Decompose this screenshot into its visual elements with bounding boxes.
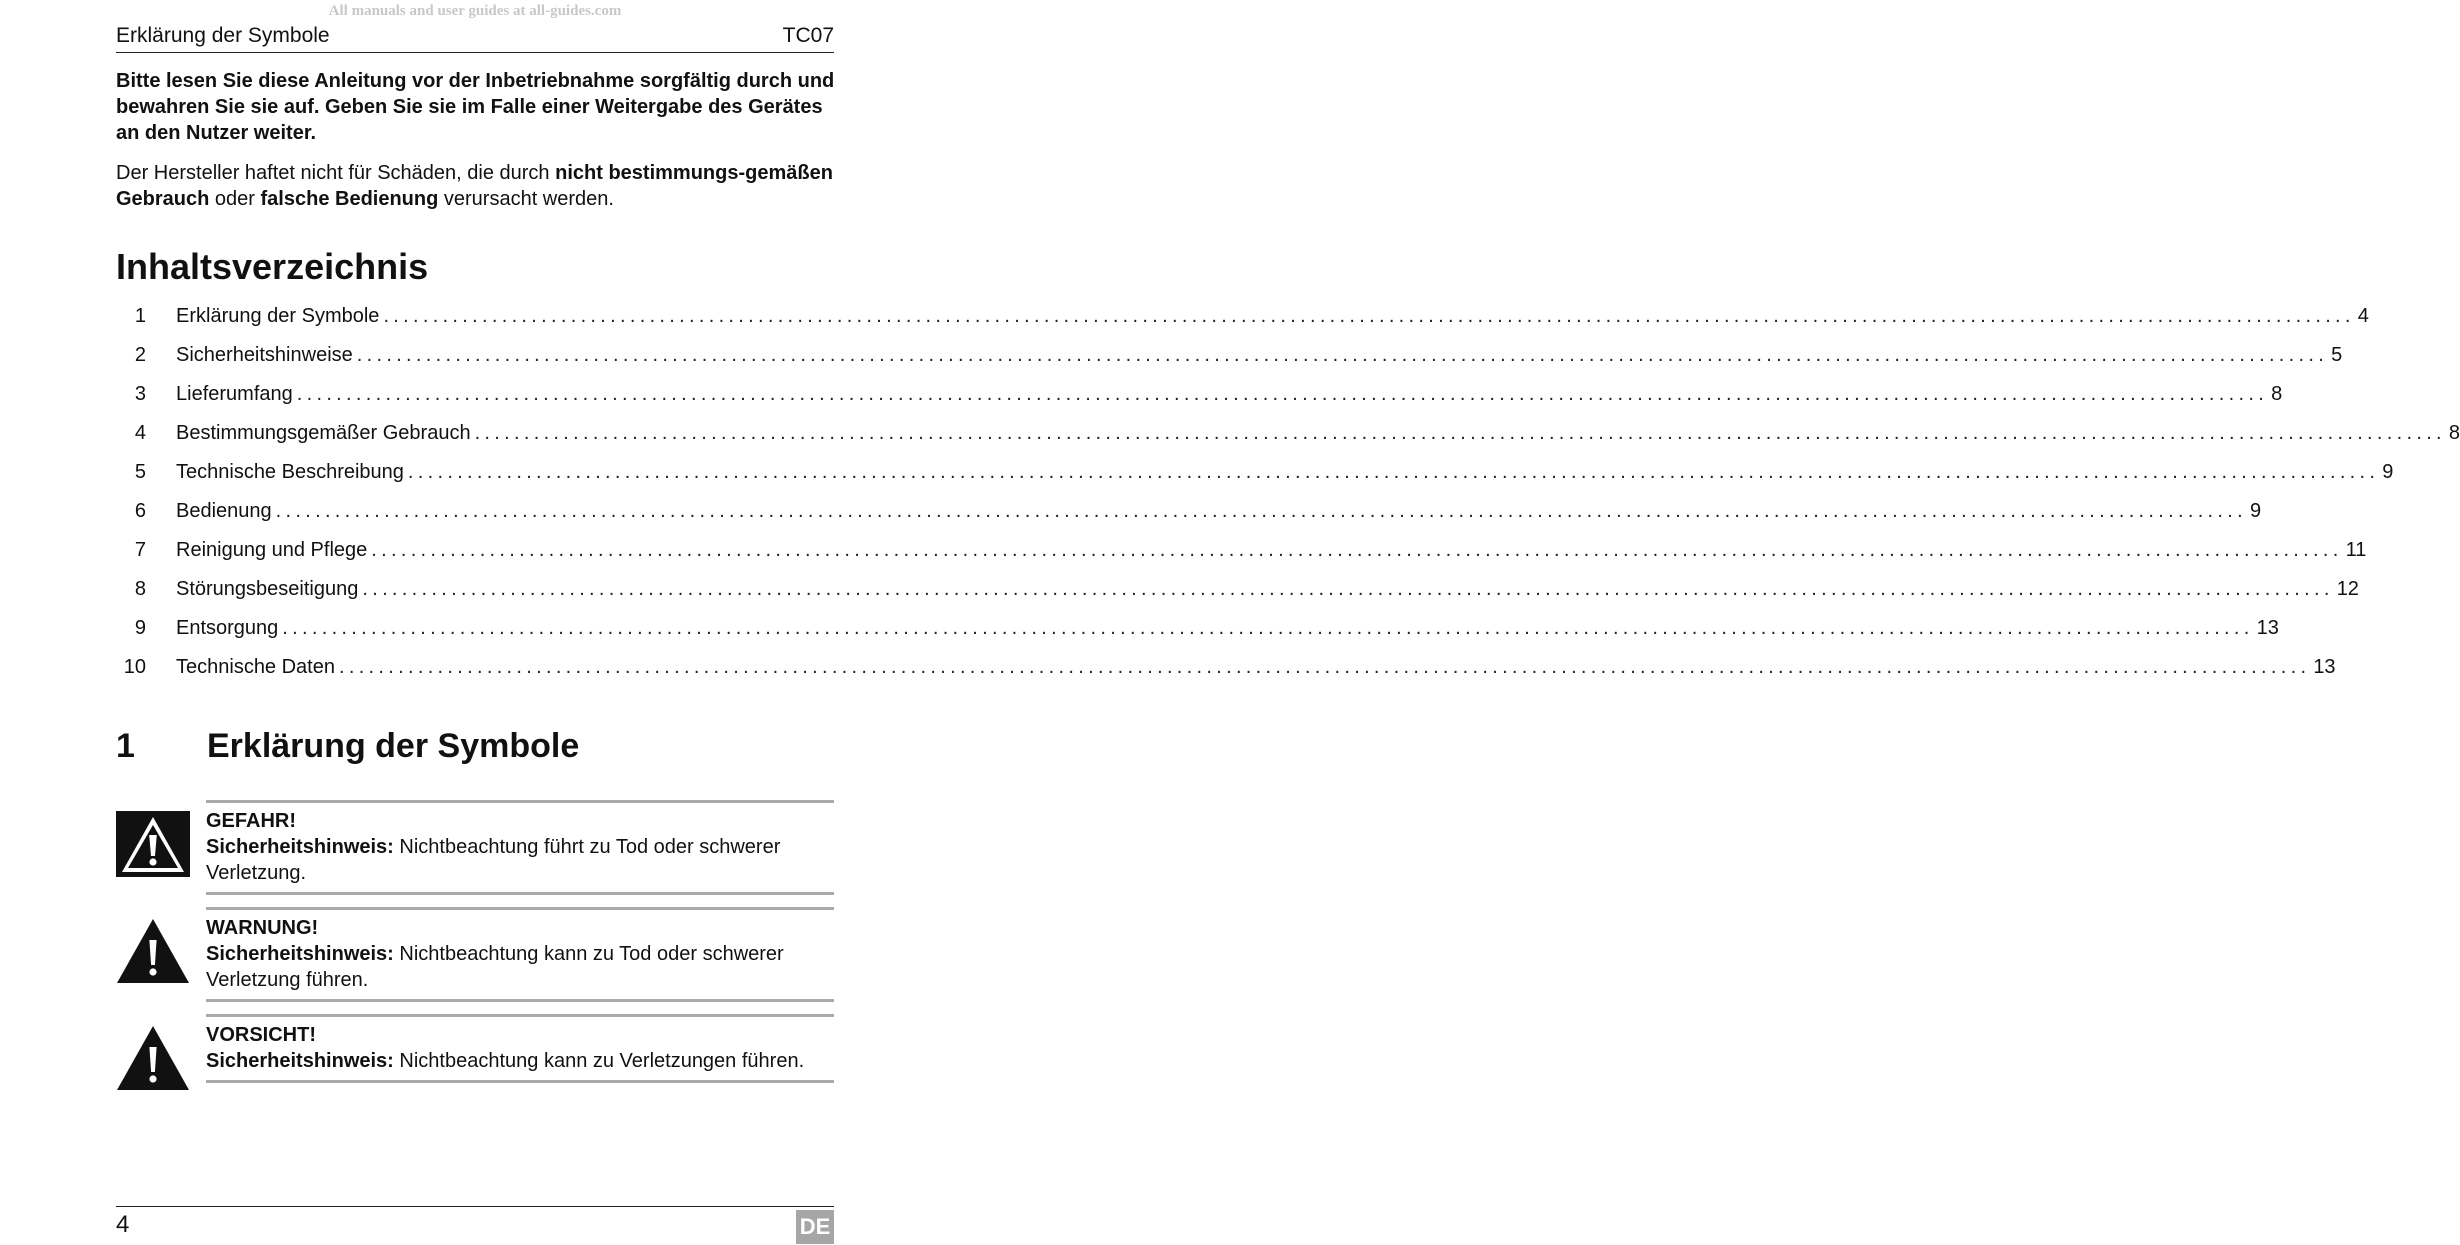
toc-label: Sicherheitshinweise xyxy=(176,344,353,366)
toc-entry[interactable] xyxy=(116,612,2279,651)
toc-entry[interactable] xyxy=(116,339,2343,378)
intro-text: Bitte lesen Sie diese Anleitung vor der Inbetriebnahme sorgfältig durch und bewahren Sie sie auf. Geben Sie sie im Falle einer Weitergabe des Gerätes an den Nutzer weiter. xyxy=(116,70,835,144)
toc-number: 1 xyxy=(134,305,146,327)
table-of-contents xyxy=(116,300,2460,690)
header-model: TC07 xyxy=(782,24,834,47)
toc-number: 7 xyxy=(134,539,146,561)
warning-triangle-icon xyxy=(116,918,190,984)
toc-page: 4 xyxy=(2357,305,2369,327)
toc-entry[interactable] xyxy=(116,534,2367,573)
toc-number: 9 xyxy=(134,617,146,639)
notice-box xyxy=(206,800,834,895)
toc-leader-dots: ........................................................................................................................................................................................................ xyxy=(356,344,2329,366)
toc-page: 13 xyxy=(2256,617,2279,639)
toc-number: 6 xyxy=(134,500,146,522)
notice-level: GEFAHR! xyxy=(206,810,296,832)
toc-entry[interactable] xyxy=(116,573,2359,612)
toc-entry[interactable] xyxy=(116,300,2369,339)
toc-number: 10 xyxy=(123,656,146,678)
page-footer xyxy=(116,1206,834,1245)
toc-page: 8 xyxy=(2448,422,2460,444)
page-header xyxy=(116,24,834,53)
toc-label: Technische Daten xyxy=(176,656,335,678)
toc-page: 9 xyxy=(2249,500,2262,522)
notice-danger xyxy=(116,800,834,896)
section-heading xyxy=(116,722,834,770)
page-number: 4 xyxy=(116,1211,130,1238)
toc-leader-dots: ........................................................................................................................................................................................................ xyxy=(362,578,2334,600)
disclaimer-bold: falsche Bedienung xyxy=(260,188,439,210)
toc-entry[interactable] xyxy=(116,456,2394,495)
toc-label: Entsorgung xyxy=(176,617,279,639)
toc-page: 8 xyxy=(2271,383,2283,405)
section-number: 1 xyxy=(116,727,135,765)
notice-text: Nichtbeachtung kann zu Verletzungen führen. xyxy=(393,1050,805,1072)
notice-lead: Sicherheitshinweis: xyxy=(206,943,394,965)
toc-number: 8 xyxy=(134,578,146,600)
disclaimer-part: oder xyxy=(209,188,261,210)
toc-leader-dots: ........................................................................................................................................................................................................ xyxy=(275,500,2247,522)
toc-leader-dots: ........................................................................................................................................................................................................ xyxy=(282,617,2254,639)
toc-label: Bestimmungsgemäßer Gebrauch xyxy=(176,422,471,444)
disclaimer-text xyxy=(116,160,846,212)
toc-label: Bedienung xyxy=(176,500,272,522)
toc-number: 3 xyxy=(134,383,146,405)
notice-level: VORSICHT! xyxy=(206,1024,316,1046)
toc-page: 13 xyxy=(2313,656,2336,678)
danger-warning-icon xyxy=(116,811,190,877)
notice-level: WARNUNG! xyxy=(206,917,319,939)
notice-caution xyxy=(116,1014,834,1110)
toc-entry[interactable] xyxy=(116,651,2336,690)
toc-label: Störungsbeseitigung xyxy=(176,578,359,600)
notice-lead: Sicherheitshinweis: xyxy=(206,836,394,858)
toc-leader-dots: ........................................................................................................................................................................................................ xyxy=(371,539,2343,561)
section-title: Erklärung der Symbole xyxy=(207,727,580,765)
notice-box xyxy=(206,1014,834,1083)
toc-number: 4 xyxy=(134,422,146,444)
toc-leader-dots: ........................................................................................................................................................................................................ xyxy=(383,305,2355,327)
disclaimer-part: Der Hersteller haftet nicht für Schäden, die durch xyxy=(116,162,556,184)
notice-lead: Sicherheitshinweis: xyxy=(206,1050,394,1072)
notice-text: Nichtbeachtung kann zu Tod oder schwerer Verletzung führen. xyxy=(206,943,784,991)
notice-warning xyxy=(116,907,834,1003)
toc-label: Technische Beschreibung xyxy=(176,461,404,483)
toc-page: 12 xyxy=(2336,578,2359,600)
toc-entry[interactable] xyxy=(116,417,2460,456)
toc-entry[interactable] xyxy=(116,495,2262,534)
notice-text: Nichtbeachtung führt zu Tod oder schwerer Verletzung. xyxy=(206,836,781,884)
toc-leader-dots: ........................................................................................................................................................................................................ xyxy=(338,656,2311,678)
toc-label: Reinigung und Pflege xyxy=(176,539,368,561)
notice-box xyxy=(206,907,834,1002)
toc-label: Erklärung der Symbole xyxy=(176,305,380,327)
caution-triangle-icon xyxy=(116,1025,190,1091)
toc-page: 11 xyxy=(2345,539,2367,561)
language-badge: DE xyxy=(796,1210,834,1244)
toc-page: 5 xyxy=(2331,344,2343,366)
toc-leader-dots: ........................................................................................................................................................................................................ xyxy=(296,383,2269,405)
watermark: All manuals and user guides at all-guides.com xyxy=(328,3,622,19)
toc-number: 5 xyxy=(134,461,146,483)
toc-page: 9 xyxy=(2382,461,2394,483)
header-section-title: Erklärung der Symbole xyxy=(116,24,330,47)
toc-label: Lieferumfang xyxy=(176,383,293,405)
toc-number: 2 xyxy=(134,344,146,366)
toc-leader-dots: ........................................................................................................................................................................................................ xyxy=(474,422,2446,444)
toc-leader-dots: ........................................................................................................................................................................................................ xyxy=(407,461,2380,483)
toc-title: Inhaltsverzeichnis xyxy=(116,246,429,287)
disclaimer-bold: nicht bestimmungs-gemäßen Gebrauch xyxy=(116,162,833,210)
disclaimer-part: verursacht werden. xyxy=(438,188,614,210)
toc-entry[interactable] xyxy=(116,378,2283,417)
